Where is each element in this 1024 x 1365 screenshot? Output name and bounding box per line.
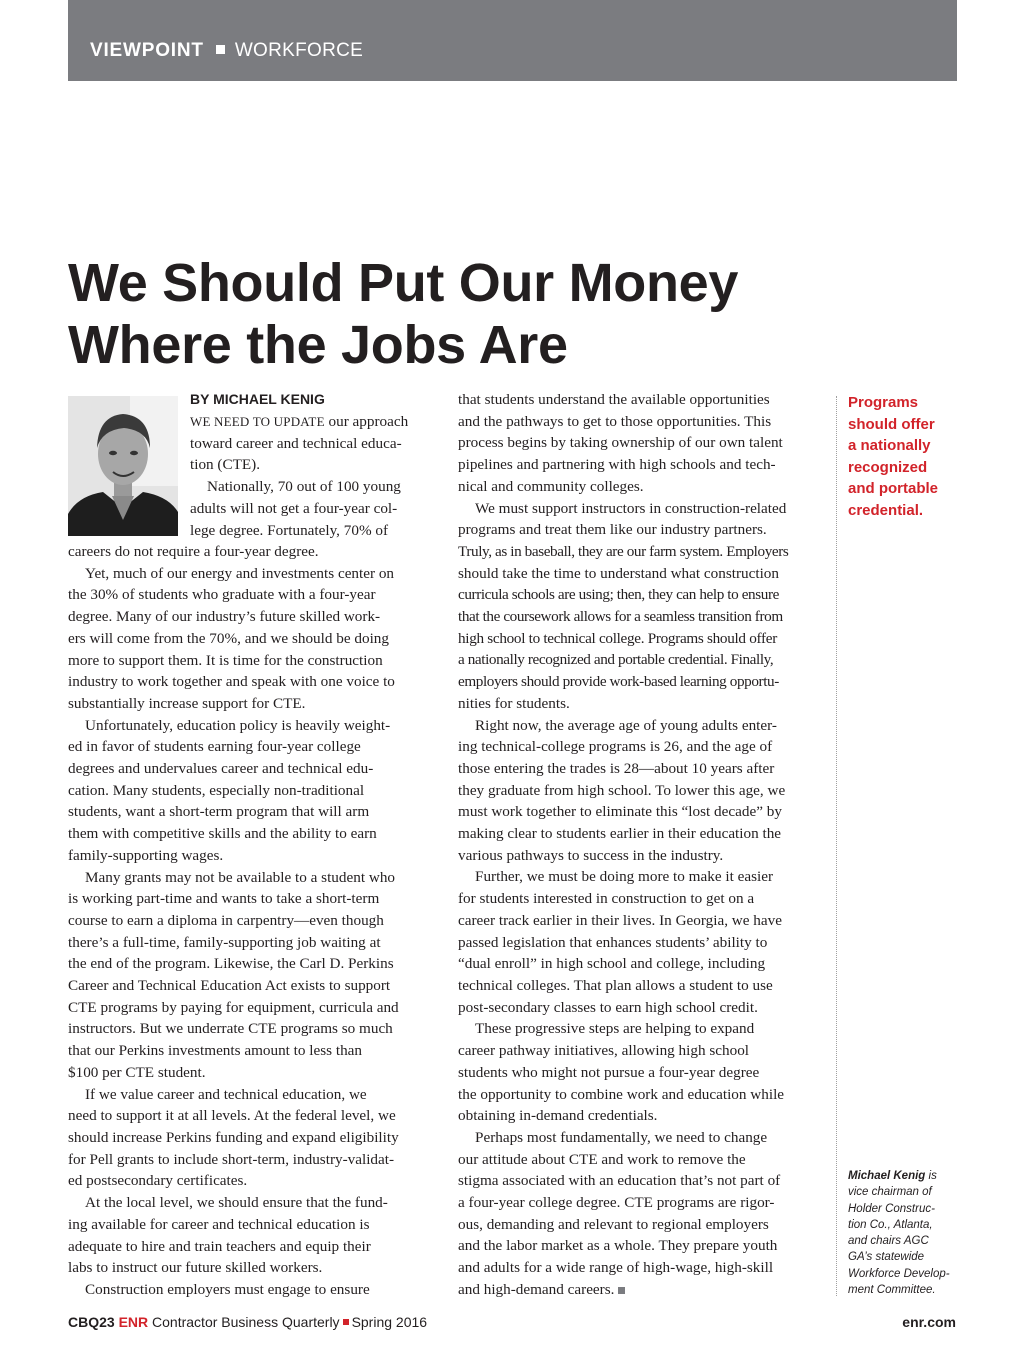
column-1 [68, 541, 440, 1301]
text-line: more to support them. It is time for the construction [68, 651, 383, 669]
square-bullet-icon [216, 45, 225, 54]
text-line: a four-year college degree. CTE programs are rigor- [458, 1194, 775, 1212]
text-line: $100 per CTE student. [68, 1063, 206, 1081]
text-line: Nationally, 70 out of 100 young [207, 478, 401, 496]
column-2 [458, 389, 828, 1301]
text-line: ers will come from the 70%, and we should be doing [68, 629, 389, 647]
headline-line: We Should Put Our Money [68, 253, 739, 313]
column-divider [836, 396, 837, 1296]
text-line: must work together to eliminate this “lost decade” by [458, 803, 782, 821]
pull-quote [848, 392, 968, 522]
text-line: ed postsecondary certificates. [68, 1172, 248, 1190]
text-line: students, want a short-term program that will arm [68, 803, 370, 821]
bio-line: Michael Kenig is [848, 1170, 937, 1182]
text-line: tion (CTE). [190, 456, 261, 474]
text-line: substantially increase support for CTE. [68, 694, 306, 712]
text-line: If we value career and technical education, we [85, 1085, 367, 1103]
website-link[interactable]: enr.com [902, 1314, 956, 1330]
section-header [90, 40, 363, 62]
subsection-label: WORKFORCE [234, 40, 364, 61]
text-line: adequate to hire and train teachers and equip their [68, 1237, 371, 1255]
text-line: that our Perkins investments amount to less than [68, 1042, 363, 1060]
bio-line: vice chairman of [848, 1186, 932, 1199]
text-line: course to earn a diploma in carpentry—even though [68, 911, 384, 929]
text-line: should increase Perkins funding and expand eligibility [68, 1128, 399, 1146]
text-line: “dual enroll” in high school and college, including [458, 955, 766, 973]
brand-logo: ENR [118, 1314, 149, 1330]
text-line: programs and treat them like our industry partners. [458, 521, 767, 539]
text-line: a nationally recognized and portable credential. Finally, [458, 651, 774, 669]
text-line: nical and community colleges. [458, 477, 644, 495]
pull-quote-line: Programs [848, 394, 919, 411]
text-line: Unfortunately, education policy is heavily weight- [85, 716, 391, 734]
author-portrait-icon [68, 396, 178, 536]
text-line: is working part-time and wants to take a short-term [68, 890, 380, 908]
text-line: them with competitive skills and the ability to earn [68, 825, 377, 843]
text-line: family-supporting wages. [68, 846, 224, 864]
text-line: Career and Technical Education Act exists to support [68, 977, 391, 995]
text-line: Truly, as in baseball, they are our farm system. Employers [458, 542, 789, 560]
text-line: WE NEED TO UPDATE our approach [190, 413, 409, 430]
end-of-article-icon [618, 1287, 625, 1294]
text-line: the 30% of students who graduate with a four-year [68, 586, 376, 604]
text-line: process begins by taking ownership of our own talent [458, 434, 783, 452]
text-line: and adults for a wide range of high-wage, high-skill [458, 1259, 774, 1277]
publication-name: Contractor Business Quarterly [152, 1314, 340, 1330]
text-line: and high-demand careers. [458, 1279, 828, 1301]
text-line: Right now, the average age of young adults enter- [475, 716, 777, 734]
text-line: various pathways to success in the industry. [458, 846, 724, 864]
text-line: for students interested in construction to get on a [458, 890, 755, 908]
pull-quote-line: a nationally [848, 437, 931, 455]
bio-name: Michael Kenig [848, 1170, 926, 1182]
text-line: Yet, much of our energy and investments center on [85, 564, 395, 582]
text-line: lege degree. Fortunately, 70% of [190, 521, 389, 539]
headline-line: Where the Jobs Are [68, 315, 568, 375]
text-line: ous, demanding and relevant to regional employers [458, 1215, 769, 1233]
text-line: degrees and undervalues career and technical edu- [68, 760, 374, 778]
text-line: students who might not pursue a four-year degree [458, 1063, 760, 1081]
text-line: ing available for career and technical education is [68, 1215, 370, 1233]
text-line: passed legislation that enhances students’ ability to [458, 933, 768, 951]
text-line: Many grants may not be available to a student who [85, 868, 396, 886]
text-line: the opportunity to combine work and education while [458, 1085, 785, 1103]
text-line: obtaining in-demand credentials. [458, 1107, 658, 1125]
text-line: need to support it at all levels. At the federal level, we [68, 1107, 396, 1125]
text-line: Construction employers must engage to ensure [85, 1280, 370, 1298]
pull-quote-line: and portable [848, 480, 939, 498]
text-line: that the coursework allows for a seamless transition from [458, 608, 783, 626]
text-line: labs to instruct our future skilled workers. [68, 1259, 323, 1277]
text-line: industry to work together and speak with one voice to [68, 673, 395, 691]
text-line: should take the time to understand what construction [458, 564, 779, 582]
text-line: employers should provide work-based learning opportu- [458, 673, 779, 691]
text-line: making clear to students earlier in their education the [458, 825, 782, 843]
author-bio [848, 1168, 958, 1298]
text-line: the end of the program. Likewise, the Carl D. Perkins [68, 955, 394, 973]
text-line: career track earlier in their lives. In Georgia, we have [458, 911, 782, 929]
text-line: pipelines and partnering with high schools and tech- [458, 456, 776, 474]
text-line: those entering the trades is 28—about 10 years after [458, 759, 775, 777]
text-line: Perhaps most fundamentally, we need to change [475, 1128, 768, 1146]
bio-line: and chairs AGC [848, 1235, 929, 1248]
text-line: technical colleges. That plan allows a student to use [458, 976, 773, 994]
text-line: ing technical-college programs is 26, and the age of [458, 738, 773, 756]
text-line: curricula schools are using; then, they can help to ensure [458, 586, 779, 604]
issue-date: Spring 2016 [351, 1314, 428, 1330]
text-line: We must support instructors in construction-related [475, 499, 787, 517]
text-line: for Pell grants to include short-term, industry-validat- [68, 1150, 395, 1168]
section-label: VIEWPOINT [90, 40, 204, 61]
text-line: adults will not get a four-year col- [190, 499, 398, 517]
text-line: nities for students. [458, 694, 570, 712]
page-code: CBQ23 [68, 1314, 115, 1330]
text-line: toward career and technical educa- [190, 434, 402, 452]
bio-line: GA’s statewide [848, 1251, 925, 1264]
pull-quote-line: should offer [848, 415, 935, 433]
column-1-wrap [190, 411, 440, 541]
section-header-bar [68, 0, 957, 81]
text-line: and the labor market as a whole. They prepare youth [458, 1237, 778, 1255]
article-headline [68, 252, 928, 376]
text-line: there’s a full-time, family-supporting job waiting at [68, 933, 381, 951]
text-line: CTE programs by paying for equipment, curricula and [68, 998, 399, 1016]
bio-line: Workforce Develop- [848, 1267, 950, 1280]
text-line: Further, we must be doing more to make it easier [475, 868, 774, 886]
text-line: post-secondary classes to earn high school credit. [458, 998, 758, 1016]
text-line: that students understand the available opportunities [458, 391, 770, 408]
bio-line: Holder Construc- [848, 1202, 935, 1215]
text-line: instructors. But we underrate CTE programs so much [68, 1020, 393, 1038]
text-line: ed in favor of students earning four-year college [68, 738, 361, 756]
text-line: career pathway initiatives, allowing high school [458, 1042, 750, 1060]
text-line: stigma associated with an education that’s not part of [458, 1172, 781, 1190]
footer-folio [68, 1314, 427, 1330]
byline: BY MICHAEL KENIG [190, 391, 325, 407]
text-line: degree. Many of our industry’s future skilled work- [68, 608, 381, 626]
bio-line: tion Co., Atlanta, [848, 1218, 933, 1231]
author-photo [68, 396, 178, 536]
text-line: These progressive steps are helping to expand [475, 1020, 755, 1038]
text-line: careers do not require a four-year degree. [68, 543, 319, 560]
text-line: and the pathways to get to those opportunities. This [458, 412, 772, 430]
text-line: they graduate from high school. To lower this age, we [458, 781, 786, 799]
lead-in: WE NEED TO UPDATE [190, 414, 325, 429]
pull-quote-line: recognized [848, 458, 928, 476]
text-line: cation. Many students, especially non-traditional [68, 781, 365, 799]
text-line: high school to technical college. Programs should offer [458, 629, 777, 647]
square-bullet-icon [343, 1319, 349, 1325]
pull-quote-line: credential. [848, 501, 924, 519]
bio-line: ment Committee. [848, 1284, 936, 1297]
text-line: our attitude about CTE and work to remove the [458, 1150, 746, 1168]
text-line: At the local level, we should ensure that the fund- [85, 1194, 388, 1212]
